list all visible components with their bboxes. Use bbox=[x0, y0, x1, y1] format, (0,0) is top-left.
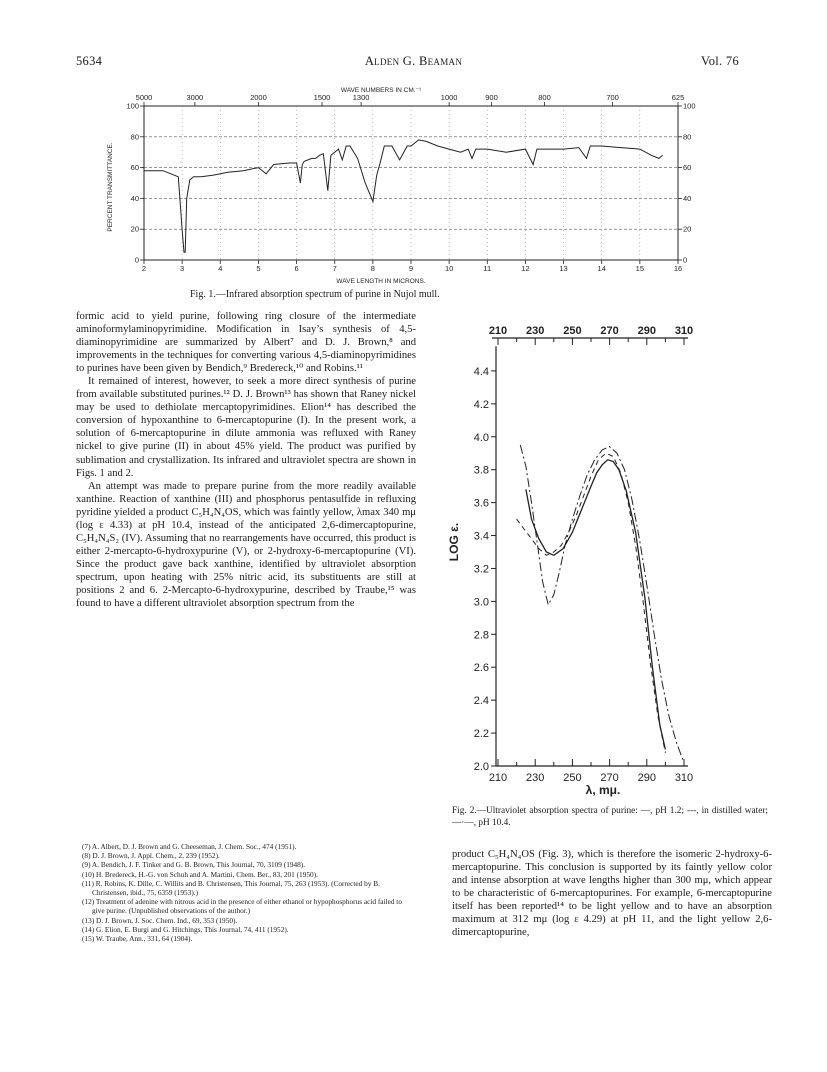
y-tick-label: 40 bbox=[683, 193, 692, 203]
fig1-y-axis-label: PERCENT TRANSMITTANCE. bbox=[107, 142, 114, 232]
footnote: (10) H. Bredereck, H.-G. von Schuh and A. Martini, Chem. Ber., 83, 201 (1950). bbox=[82, 869, 318, 879]
x-tick-label: 16 bbox=[673, 264, 683, 273]
y-tick-label: 3.2 bbox=[473, 563, 489, 576]
volume-number: Vol. 76 bbox=[701, 54, 739, 68]
y-tick-label: 2.0 bbox=[473, 761, 489, 773]
y-tick-label: 100 bbox=[683, 101, 696, 111]
series-line-distilled-water bbox=[517, 453, 666, 753]
fig1-bottom-axis-label: WAVE LENGTH IN MICRONS. bbox=[336, 278, 426, 285]
x-tick-label: 9 bbox=[408, 264, 414, 273]
x-tick-label: 250 bbox=[563, 772, 582, 784]
y-tick-label: 40 bbox=[130, 193, 139, 203]
series-line-ph-10-4 bbox=[520, 445, 684, 763]
footnote: (14) G. Elion, E. Burgi and G. Hitchings, This Journal, 74, 411 (1952). bbox=[82, 924, 289, 934]
top-tick-label: 800 bbox=[538, 93, 551, 102]
page-number: 5634 bbox=[76, 54, 103, 68]
right-column-text bbox=[452, 848, 772, 939]
top-tick-label: 1300 bbox=[352, 93, 370, 102]
x-tick-label: 11 bbox=[483, 264, 492, 273]
top-tick-label: 1000 bbox=[440, 93, 458, 102]
x-tick-label: 290 bbox=[637, 772, 656, 784]
y-tick-label: 4.2 bbox=[473, 398, 489, 411]
left-column-text bbox=[76, 310, 416, 610]
y-tick-label: 2.8 bbox=[473, 629, 489, 642]
top-tick-label: 700 bbox=[606, 93, 619, 102]
y-tick-label: 4.4 bbox=[473, 365, 489, 378]
ir-spectrum-line bbox=[144, 140, 663, 252]
y-tick-label: 3.0 bbox=[473, 596, 489, 609]
paragraph: formic acid to yield purine, following ring closure of the intermediate aminoformylaminopyrimidine. Modification in Isay’s synthesis of 4,5-diaminopyrimidine are summarized by Albert⁷ and D. J. Brown,⁸ and improvements in the techniques for converting various 4,5-diaminopyrimidines to purines have been given by Bendich,⁹ Bredereck,¹⁰ and Robins.¹¹ bbox=[76, 311, 416, 375]
fig2-y-axis-label: LOG ε. bbox=[447, 522, 461, 562]
paragraph: It remained of interest, however, to seek a more direct synthesis of purine from available substituted purines.¹² D. J. Brown¹³ has shown that Raney nickel may be used to dethiolate mercaptopyrimidines. Elion¹⁴ has described the conversion of hypoxanthine to 6-mercaptopurine (I). In the present work, a solution of 6-mercaptopurine in dilute ammonia was refluxed with Raney nickel to give purine (II) in about 45% yield. The product was purified by sublimation and crystallization. Its infrared and ultraviolet spectra are shown in Figs. 1 and 2. bbox=[76, 376, 416, 479]
x-tick-label: 12 bbox=[521, 264, 530, 273]
footnotes bbox=[82, 842, 416, 943]
y-tick-label: 4.0 bbox=[473, 431, 489, 444]
x-tick-label: 10 bbox=[444, 264, 454, 273]
y-tick-label: 20 bbox=[683, 224, 692, 234]
y-tick-label: 100 bbox=[126, 101, 139, 111]
x-tick-label: 310 bbox=[674, 772, 694, 784]
y-tick-label: 20 bbox=[130, 224, 139, 234]
y-tick-label: 2.2 bbox=[473, 728, 489, 741]
x-tick-label: 2 bbox=[141, 264, 147, 273]
series-line-ph-1-2 bbox=[526, 460, 666, 750]
top-tick-label: 2000 bbox=[250, 93, 267, 102]
figure-2-uv-chart bbox=[430, 310, 730, 800]
x-tick-label: 13 bbox=[559, 264, 568, 273]
footnote: (15) W. Traube, Ann., 331, 64 (1904). bbox=[82, 934, 193, 944]
y-tick-label: 3.4 bbox=[473, 530, 489, 543]
x-tick-label: 270 bbox=[600, 772, 619, 784]
paragraph: product C₅H₄N₄OS (Fig. 3), which is therefore the isomeric 2-hydroxy-6-mercaptopurine. This conclusion is supported by its faintly yellow color and intense absorption at wave lengths higher than 300 mμ, which appear to be characteristic of 6-mercaptopurines. For example, 6-mercaptopurine itself has been reported¹⁴ to be light yellow and to have an absorption maximum at 312 mμ (log ε 4.29) at pH 11, and the light yellow 2,6-dimercaptopurine, bbox=[452, 849, 772, 939]
y-tick-label: 80 bbox=[130, 132, 139, 142]
x-tick-label: 7 bbox=[332, 264, 337, 273]
y-tick-label: 60 bbox=[130, 163, 139, 173]
fig1-top-axis-label: WAVE NUMBERS IN CM.⁻¹ bbox=[340, 87, 422, 94]
footnote: (12) Treatment of adenine with nitrous acid in the presence of either ethanol or hypophosphorus acid failed to give purine. (Unpublished observations of the author.) bbox=[82, 897, 402, 916]
top-tick-label: 210 bbox=[488, 325, 508, 337]
figure-1-caption: Fig. 1.—Infrared absorption spectrum of purine in Nujol mull. bbox=[190, 289, 440, 300]
y-tick-label: 0 bbox=[683, 255, 688, 265]
footnote: (9) A. Bendich, J. F. Tinker and G. B. Brown, This Journal, 70, 3109 (1948). bbox=[82, 860, 306, 870]
y-tick-label: 2.6 bbox=[473, 662, 489, 675]
footnote: (13) D. J. Brown, J. Soc. Chem. Ind., 69, 353 (1950). bbox=[82, 915, 238, 925]
footnote: (7) A. Albert, D. J. Brown and G. Cheeseman, J. Chem. Soc., 474 (1951). bbox=[82, 842, 297, 851]
top-tick-label: 230 bbox=[526, 325, 545, 337]
y-tick-label: 3.8 bbox=[473, 464, 489, 477]
top-tick-label: 5000 bbox=[135, 93, 153, 102]
top-tick-label: 625 bbox=[671, 93, 685, 102]
y-tick-label: 60 bbox=[683, 163, 692, 173]
figure-1-ir-chart bbox=[100, 82, 720, 294]
fig2-x-axis-label: λ, mμ. bbox=[585, 783, 621, 797]
y-tick-label: 0 bbox=[134, 255, 139, 265]
x-tick-label: 15 bbox=[635, 264, 645, 273]
top-tick-label: 290 bbox=[637, 325, 656, 337]
top-tick-label: 1500 bbox=[313, 93, 331, 102]
paragraph: An attempt was made to prepare purine from the more readily available xanthine. Reaction of xanthine (III) and phosphorus pentasulfide in refluxing pyridine yielded a product C₅H₄N₄OS, which was faintly yellow, λmax 340 mμ (log ε 4.33) at pH 10.4, instead of the anticipated 2,6-dimercaptopurine, C₅H₄N₄S₂ (IV). Assuming that no rearrangements have occurred, this product is either 2-mercapto-6-hydroxypurine (V), or 2-hydroxy-6-mercaptopurine (VI). Since the product gave back xanthine, identified by ultraviolet absorption spectrum, upon heating with 25% nitric acid, its substituents are still at positions 2 and 6. 2-Mercapto-6-hydroxypurine, described by Traube,¹⁵ was found to have a different ultraviolet absorption spectrum from the bbox=[76, 480, 416, 610]
top-tick-label: 250 bbox=[563, 325, 582, 337]
x-tick-label: 5 bbox=[256, 264, 261, 273]
top-tick-label: 270 bbox=[600, 325, 619, 337]
x-tick-label: 3 bbox=[180, 264, 185, 273]
footnote: (11) R. Robins, K. Dille, C. Willits and B. Christensen, This Journal, 75, 263 (1953). (Corrected by B. Christensen, ibid., 75, 6359 (1953).) bbox=[82, 878, 380, 898]
y-tick-label: 3.6 bbox=[473, 497, 489, 510]
x-tick-label: 8 bbox=[370, 264, 375, 273]
y-tick-label: 80 bbox=[683, 132, 692, 142]
footnote: (8) D. J. Brown, J. Appl. Chem., 2, 239 (1952). bbox=[82, 851, 220, 861]
x-tick-label: 14 bbox=[597, 264, 606, 273]
running-head-author: Alden G. Beaman bbox=[364, 54, 463, 68]
x-tick-label: 230 bbox=[526, 772, 545, 784]
x-tick-label: 4 bbox=[218, 264, 223, 273]
x-tick-label: 210 bbox=[488, 772, 508, 784]
x-tick-label: 6 bbox=[294, 264, 299, 273]
top-tick-label: 310 bbox=[674, 325, 694, 337]
figure-2-caption: Fig. 2.—Ultraviolet absorption spectra of purine: —, pH 1.2; ---, in distilled water; —·—, pH 10.4. bbox=[452, 806, 768, 828]
top-tick-label: 900 bbox=[485, 93, 498, 102]
y-tick-label: 2.4 bbox=[473, 695, 489, 708]
top-tick-label: 3000 bbox=[186, 93, 204, 102]
